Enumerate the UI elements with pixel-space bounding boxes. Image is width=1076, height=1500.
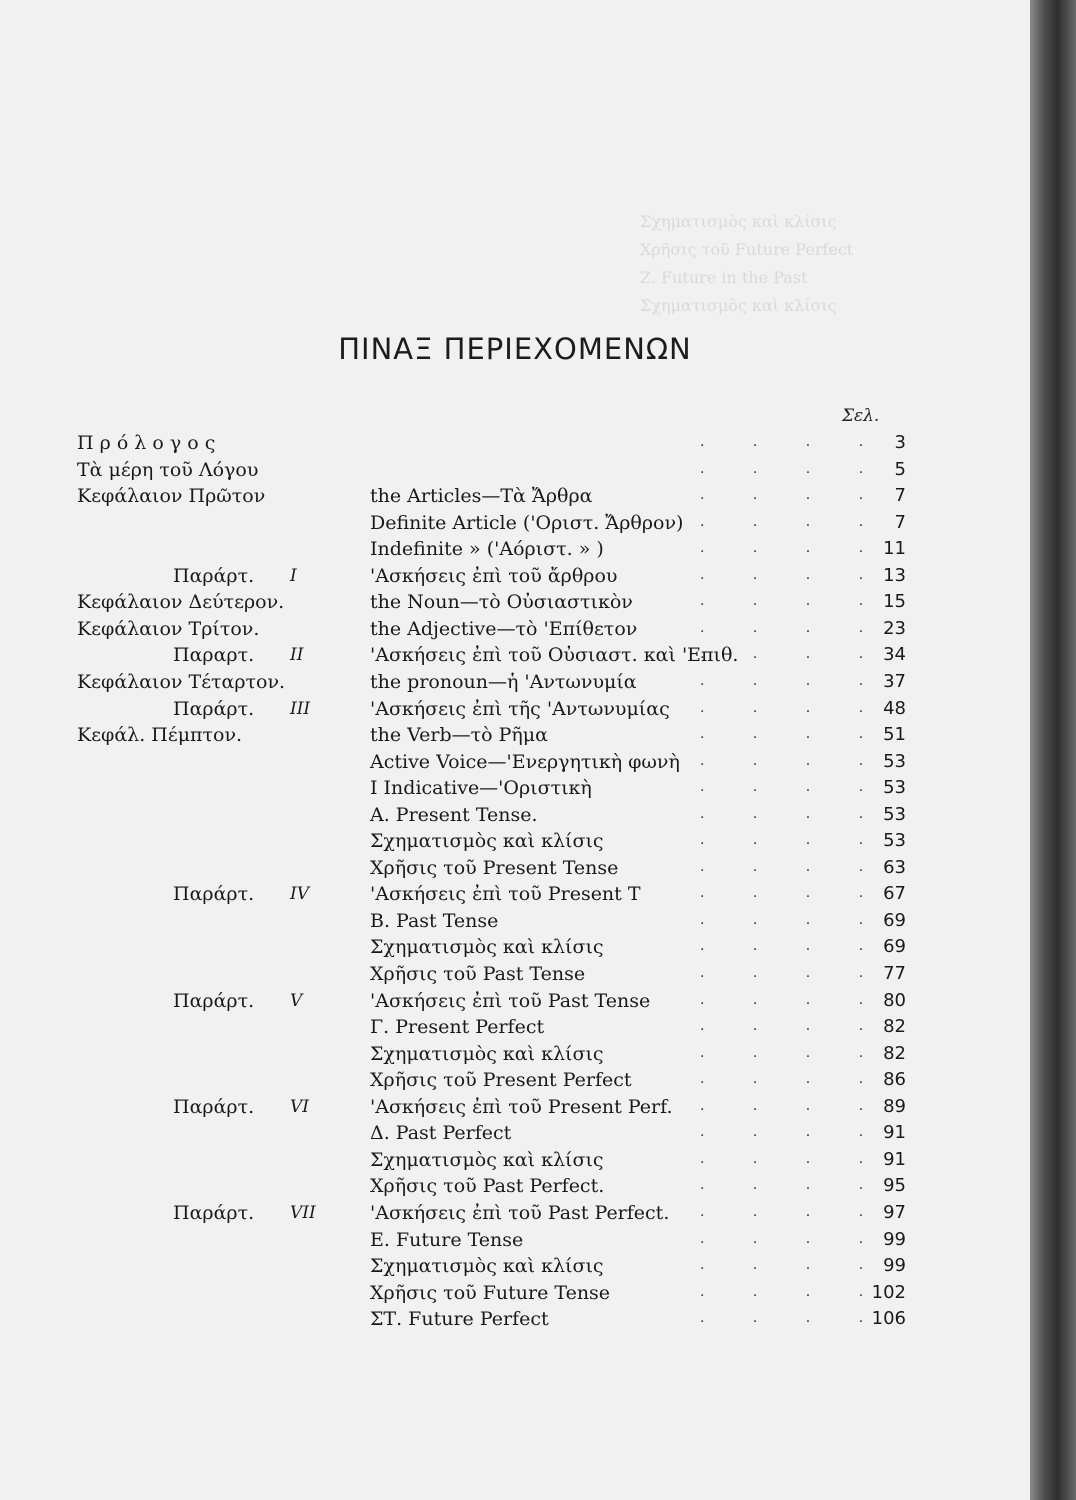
toc-entry-title: the Adjective—τὸ 'Επίθετον: [370, 617, 638, 640]
leader-dots: . . . .: [700, 593, 886, 610]
leader-dots: . . . .: [700, 460, 886, 477]
page-number: 3: [894, 432, 906, 453]
appendix-label: Παράρτ.: [173, 1201, 255, 1224]
toc-row: [0, 830, 1030, 856]
toc-row: [0, 432, 1030, 458]
page-number: 102: [871, 1281, 906, 1303]
leader-dots: . . . .: [700, 1018, 886, 1035]
toc-row: [0, 1016, 1030, 1042]
leader-dots: . . . .: [700, 1257, 886, 1274]
leader-dots: . . . .: [700, 1283, 886, 1300]
toc-row: [0, 512, 1030, 538]
bleed-through-text: Σχηματισμὸς καὶ κλίσις: [640, 212, 837, 231]
leader-dots: . . . .: [700, 646, 886, 663]
leader-dots: . . . .: [700, 1124, 886, 1141]
leader-dots: . . . .: [700, 858, 886, 875]
toc-row: [0, 1096, 1030, 1122]
appendix-number: I: [290, 565, 297, 586]
toc-entry-title: Χρῆσις τοῦ Present Tense: [370, 856, 619, 879]
toc-entry-title: Χρῆσις τοῦ Past Perfect.: [370, 1175, 605, 1198]
toc-row: [0, 1122, 1030, 1148]
leader-dots: . . . .: [700, 1097, 886, 1114]
page-number: 15: [883, 591, 906, 613]
page-number: 91: [883, 1148, 906, 1170]
toc-entry-title: Σχηματισμὸς καὶ κλίσις: [370, 1042, 604, 1065]
chapter-label: Κεφάλαιον Δεύτερον.: [77, 591, 285, 614]
appendix-label: Παράρτ.: [173, 883, 255, 906]
page-number: 11: [883, 538, 906, 560]
page-number: 91: [883, 1122, 906, 1144]
toc-entry-title: the Verb—τὸ Ρῆμα: [370, 724, 548, 747]
toc-row: [0, 1255, 1030, 1281]
leader-dots: . . . .: [700, 540, 886, 557]
leader-dots: . . . .: [700, 1044, 886, 1061]
toc-row: [0, 644, 1030, 670]
toc-row: [0, 591, 1030, 617]
page-number: 5: [894, 458, 906, 480]
leader-dots: . . . .: [700, 726, 886, 743]
leader-dots: . . . .: [700, 1203, 886, 1220]
toc-row: [0, 485, 1030, 511]
toc-entry-title: Indefinite » ('Αόριστ. » ): [370, 538, 604, 561]
bleed-through-text: Χρῆσις τοῦ Future Perfect: [640, 240, 854, 259]
toc-entry-title: 'Ασκήσεις ἐπὶ τοῦ ἄρθρου: [370, 564, 618, 587]
page-number: 53: [883, 830, 906, 852]
toc-row: [0, 1149, 1030, 1175]
chapter-label: Κεφάλαιον Τέταρτον.: [77, 670, 286, 693]
page-number: 13: [883, 564, 906, 586]
toc-row: [0, 1282, 1030, 1308]
appendix-label: Παραρτ.: [173, 644, 255, 667]
toc-entry-title: 'Ασκήσεις ἐπὶ τοῦ Present T: [370, 883, 641, 906]
leader-dots: . . . .: [700, 991, 886, 1008]
appendix-label: Παράρτ.: [173, 697, 255, 720]
appendix-label: Παράρτ.: [173, 1095, 255, 1118]
appendix-number: III: [290, 698, 311, 719]
page-number: 48: [883, 697, 906, 719]
page-title: ΠΙΝΑΞ ΠΕΡΙΕΧΟΜΕΝΩΝ: [338, 332, 692, 366]
leader-dots: . . . .: [700, 619, 886, 636]
page-number: 69: [883, 909, 906, 931]
page-number: 34: [883, 644, 906, 666]
toc-entry-title: Σχηματισμὸς καὶ κλίσις: [370, 936, 604, 959]
page-number: 7: [894, 511, 906, 533]
appendix-number: V: [290, 990, 303, 1011]
toc-entry-title: the pronoun—ἡ 'Αντωνυμία: [370, 670, 637, 693]
bleed-through-text: Z. Future in the Past: [640, 268, 808, 287]
toc-row: [0, 1202, 1030, 1228]
page-number: 53: [883, 777, 906, 799]
toc-entry-title: Σχηματισμὸς καὶ κλίσις: [370, 1255, 604, 1278]
page-column-label: Σελ.: [842, 406, 880, 426]
leader-dots: . . . .: [700, 779, 886, 796]
page-number: 7: [894, 485, 906, 507]
toc-entry-title: Χρῆσις τοῦ Future Tense: [370, 1281, 611, 1304]
toc-entry-title: Definite Article ('Οριστ. Ἄρθρον): [370, 511, 684, 534]
toc-entry-title: B. Past Tense: [370, 909, 499, 932]
toc-entry-title: Γ. Present Perfect: [370, 1016, 545, 1039]
leader-dots: . . . .: [700, 938, 886, 955]
toc-entry-title: Active Voice—'Ενεργητικὴ φωνὴ: [370, 750, 680, 773]
toc-row: [0, 538, 1030, 564]
appendix-number: VII: [290, 1202, 316, 1223]
toc-entry-title: 'Ασκήσεις ἐπὶ τῆς 'Αντωνυμίας: [370, 697, 670, 720]
page-number: 106: [871, 1308, 906, 1330]
toc-row: [0, 1229, 1030, 1255]
toc-row: [0, 565, 1030, 591]
page-number: 99: [883, 1228, 906, 1250]
toc-row: [0, 1043, 1030, 1069]
page-number: 97: [883, 1201, 906, 1223]
page-number: 67: [883, 883, 906, 905]
leader-dots: . . . .: [700, 672, 886, 689]
chapter-label: Π ρ ό λ ο γ ο ς: [77, 432, 216, 454]
leader-dots: . . . .: [700, 699, 886, 716]
toc-row: [0, 1069, 1030, 1095]
toc-row: [0, 724, 1030, 750]
leader-dots: . . . .: [700, 911, 886, 928]
page-number: 99: [883, 1255, 906, 1277]
appendix-label: Παράρτ.: [173, 989, 255, 1012]
toc-entry-title: the Articles—Τὰ Ἄρθρα: [370, 485, 593, 508]
toc-row: [0, 936, 1030, 962]
toc-entry-title: Χρῆσις τοῦ Present Perfect: [370, 1069, 632, 1092]
page-number: 95: [883, 1175, 906, 1197]
page-number: 23: [883, 617, 906, 639]
chapter-label: Τὰ μέρη τοῦ Λόγου: [77, 458, 259, 481]
toc-entry-title: 'Ασκήσεις ἐπὶ τοῦ Οὐσιαστ. καὶ 'Επιθ.: [370, 644, 739, 667]
leader-dots: . . . .: [700, 566, 886, 583]
toc-row: [0, 990, 1030, 1016]
toc-row: [0, 671, 1030, 697]
leader-dots: . . . .: [700, 513, 886, 530]
toc-row: [0, 777, 1030, 803]
page-number: 63: [883, 856, 906, 878]
page-number: 89: [883, 1095, 906, 1117]
toc-row: [0, 459, 1030, 485]
toc-entry-title: the Noun—τὸ Οὐσιαστικὸν: [370, 591, 633, 614]
toc-row: [0, 804, 1030, 830]
chapter-label: Κεφάλ. Πέμπτον.: [77, 724, 243, 747]
leader-dots: . . . .: [700, 1150, 886, 1167]
page-number: 53: [883, 750, 906, 772]
toc-entry-title: A. Present Tense.: [370, 803, 538, 826]
page-number: 77: [883, 963, 906, 984]
toc-row: [0, 857, 1030, 883]
toc-row: [0, 883, 1030, 909]
appendix-number: II: [290, 645, 304, 666]
page-number: 53: [883, 803, 906, 825]
toc-entry-title: 'Ασκήσεις ἐπὶ τοῦ Past Tense: [370, 989, 651, 1012]
toc-row: [0, 698, 1030, 724]
leader-dots: . . . .: [700, 1071, 886, 1088]
leader-dots: . . . .: [700, 1230, 886, 1247]
appendix-label: Παράρτ.: [173, 564, 255, 587]
toc-row: [0, 910, 1030, 936]
leader-dots: . . . .: [700, 965, 886, 981]
book-edge: [1030, 0, 1076, 1500]
toc-entry-title: Σχηματισμὸς καὶ κλίσις: [370, 1148, 604, 1171]
toc-row: [0, 1308, 1030, 1334]
leader-dots: . . . .: [700, 885, 886, 902]
toc-row: [0, 963, 1030, 989]
toc-row: [0, 751, 1030, 777]
toc-entry-title: 'Ασκήσεις ἐπὶ τοῦ Past Perfect.: [370, 1201, 670, 1224]
leader-dots: . . . .: [700, 1177, 886, 1194]
toc-row: [0, 1175, 1030, 1201]
page-number: 51: [883, 724, 906, 746]
chapter-label: Κεφάλαιον Τρίτον.: [77, 617, 260, 640]
leader-dots: . . . .: [700, 487, 886, 504]
leader-dots: . . . .: [700, 805, 886, 822]
toc-entry-title: 'Ασκήσεις ἐπὶ τοῦ Present Perf.: [370, 1095, 673, 1118]
appendix-number: IV: [290, 884, 309, 905]
bleed-through-text: Σχηματισμὸς καὶ κλίσις: [640, 296, 837, 315]
toc-row: [0, 618, 1030, 644]
leader-dots: . . . .: [700, 832, 886, 849]
page-number: 80: [883, 989, 906, 1011]
page-number: 82: [883, 1042, 906, 1064]
page-number: 82: [883, 1016, 906, 1038]
toc-entry-title: I Indicative—'Οριστικὴ: [370, 777, 592, 800]
toc-entry-title: ΣΤ. Future Perfect: [370, 1308, 549, 1331]
leader-dots: . . . .: [700, 434, 886, 450]
page-number: 86: [883, 1069, 906, 1091]
page-number: 37: [883, 670, 906, 692]
chapter-label: Κεφάλαιον Πρῶτον: [77, 485, 266, 508]
page-number: 69: [883, 936, 906, 958]
toc-entry-title: Δ. Past Perfect: [370, 1122, 512, 1145]
leader-dots: . . . .: [700, 752, 886, 769]
toc-entry-title: Χρῆσις τοῦ Past Tense: [370, 963, 586, 985]
leader-dots: . . . .: [700, 1310, 886, 1327]
toc-entry-title: E. Future Tense: [370, 1228, 524, 1251]
appendix-number: VI: [290, 1096, 309, 1117]
toc-entry-title: Σχηματισμὸς καὶ κλίσις: [370, 830, 604, 853]
